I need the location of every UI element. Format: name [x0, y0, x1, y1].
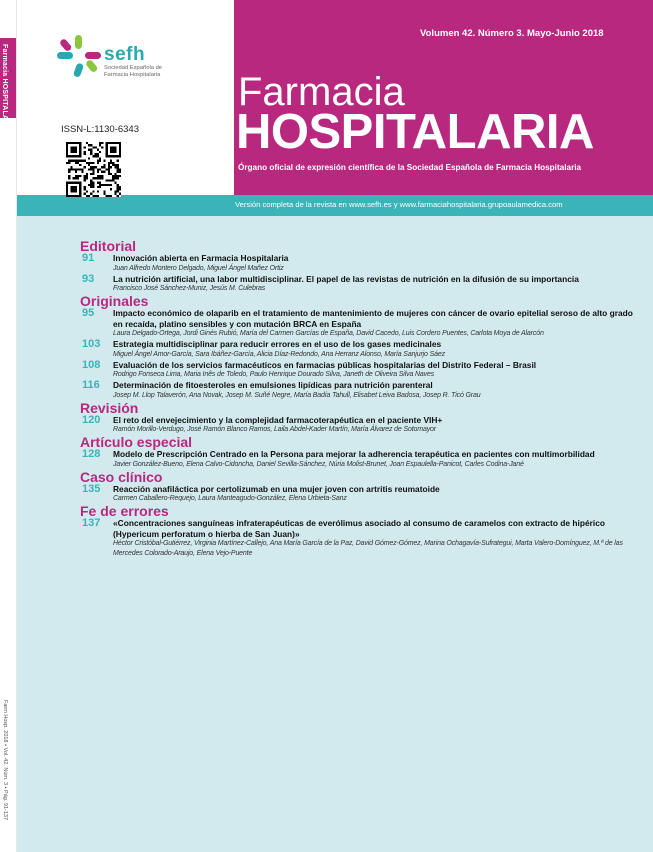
page-number: 108	[82, 358, 101, 371]
section-heading-editorial: Editorial	[80, 238, 137, 254]
list-item[interactable]	[80, 360, 640, 381]
journal-title-main: HOSPITALARIA	[236, 105, 594, 159]
article-title: Modelo de Prescripción Centrado en la Persona para mejorar la adherencia terapéutica en pacientes con multimorbilidad	[113, 449, 595, 459]
spine-title: Farmacia HOSPITALARIA	[1, 44, 8, 133]
website-line: Versión completa de la revista en www.sefh.es y www.farmaciahospitalaria.grupoaulamedica.com	[235, 200, 563, 209]
article-authors: Miguel Ángel Amor-García, Sara Ibáñez-García, Alicia Díaz-Redondo, Ana Herranz Alonso, María Sanjurjo Sáez	[113, 350, 445, 358]
header-left-panel	[17, 0, 234, 211]
journal-title-top: Farmacia	[238, 70, 405, 114]
page-number: 137	[82, 517, 101, 529]
section-heading-articulo-especial: Artículo especial	[80, 434, 193, 450]
list-item[interactable]	[80, 518, 640, 559]
article-title: «Concentraciones sanguíneas infraterapéuticas de everólimus asociado al consumo de caramelos con extracto de hipérico (Hypericum perforatum o hierba de San Juan)»	[113, 518, 605, 539]
logo-wordmark: sefh	[104, 44, 146, 65]
article-authors: Javier González-Bueno, Elena Calvo-Cidoncha, Daniel Sevilla-Sánchez, Núria Molist-Brunet, Joan Espaulella-Panicot, Carles Codina-Jané	[113, 460, 524, 468]
article-title: Reacción anafiláctica por certolizumab en una mujer joven con artritis reumatoide	[113, 483, 440, 494]
list-item[interactable]	[80, 380, 640, 401]
page-number: 93	[82, 272, 95, 285]
list-item[interactable]	[80, 415, 640, 436]
journal-subtitle: Órgano oficial de expresión científica de la Sociedad Española de Farmacia Hospitalaria	[238, 163, 582, 172]
article-title: La nutrición artificial, una labor multidisciplinar. El papel de las revistas de nutrición en la difusión de su importancia	[113, 273, 579, 284]
article-title: Impacto económico de olaparib en el tratamiento de mantenimiento de mujeres con cáncer de ovario epitelial seroso de alto grado en recaída, platino sensibles y con mutación BRCA en España	[113, 308, 633, 329]
article-authors: Ramón Morillo-Verdugo, José Ramón Blanco Ramos, Laila Abdel-Kader Martín, María Álvarez de Sotomayor	[113, 426, 436, 433]
qr-code-icon[interactable]	[66, 142, 121, 197]
page-number: 120	[82, 413, 101, 426]
section-heading-caso-clinico: Caso clínico	[80, 468, 163, 485]
article-authors: Héctor Cristóbal-Gutiérrez, Virginia Martínez-Callejo, Ana María García de la Paz, David Gómez-Gómez, Marina Ochagavía-Sufrategui, Marta Valero-Domínguez, M.ª de las Mercedes Colorado-Araujo, Elena Vejo-Puente	[113, 540, 623, 557]
article-authors: Rodrigo Fonseca Lima, Maria Inês de Toledo, Paulo Henrique Dourado Silva, Janeth de Oliveira Silva Naves	[113, 371, 435, 378]
article-title: Determinación de fitoesteroles en emulsiones lipídicas para nutrición parenteral	[113, 380, 433, 390]
page-number: 91	[82, 252, 95, 264]
list-item[interactable]	[80, 274, 640, 295]
list-item[interactable]	[80, 484, 640, 505]
article-authors: Juan Alfredo Montero Delgado, Miguel Ángel Mañez Ortiz	[113, 264, 284, 272]
article-authors: Carmen Caballero-Requejo, Laura Manteagudo-González, Elena Urbieta-Sanz	[113, 495, 347, 502]
spine-strip	[0, 0, 17, 852]
list-item[interactable]	[80, 308, 640, 339]
page-number: 128	[82, 448, 101, 460]
table-of-contents	[80, 239, 640, 559]
article-title: Estrategia multidisciplinar para reducir errores en el uso de los gases medicinales	[113, 339, 442, 349]
article-title: Innovación abierta en Farmacia Hospitalaria	[113, 253, 289, 263]
article-authors: Francisco José Sánchez-Muniz, Jesús M. Culebras	[113, 285, 266, 292]
section-heading-originales: Originales	[80, 293, 149, 309]
article-authors: Josep M. Llop Talaverón, Ana Novak, Josep M. Suñé Negre, María Badía Tahull, Elisabet Leiva Badosa, Josep R. Ticó Grau	[113, 391, 481, 399]
page-number: 95	[82, 307, 95, 319]
section-heading-revision: Revisión	[80, 399, 139, 416]
page-number: 103	[82, 338, 101, 350]
page-number: 135	[82, 482, 101, 495]
list-item[interactable]	[80, 339, 640, 360]
volume-info: Volumen 42. Número 3. Mayo-Junio 2018	[420, 28, 604, 39]
list-item[interactable]	[80, 449, 640, 470]
section-heading-fe-de-errores: Fe de errores	[80, 503, 169, 519]
sefh-logo-icon	[55, 33, 103, 79]
logo-society-name: Sociedad Española de Farmacia Hospitalaria	[104, 65, 163, 78]
spine-citation: Farm Hosp. 2018 • Vol. 42. Núm. 3 • Pág. 91-137	[2, 700, 8, 821]
article-title: El reto del envejecimiento y la complejidad farmacoterapéutica en el paciente VIH+	[113, 414, 443, 425]
article-authors: Laura Delgado-Ortega, Jordi Ginés Rubió, María del Carmen Garcías de España, David Cacedo, Luis Cordero Puentes, Carlota Moya de Alarcón	[113, 330, 544, 337]
article-title: Evaluación de los servicios farmacéuticos en farmacias públicas hospitalarias del Distrito Federal – Brasil	[113, 359, 537, 370]
list-item[interactable]	[80, 253, 640, 274]
page-number: 116	[82, 379, 100, 391]
issn-label: ISSN-L:1130-6343	[61, 124, 139, 135]
